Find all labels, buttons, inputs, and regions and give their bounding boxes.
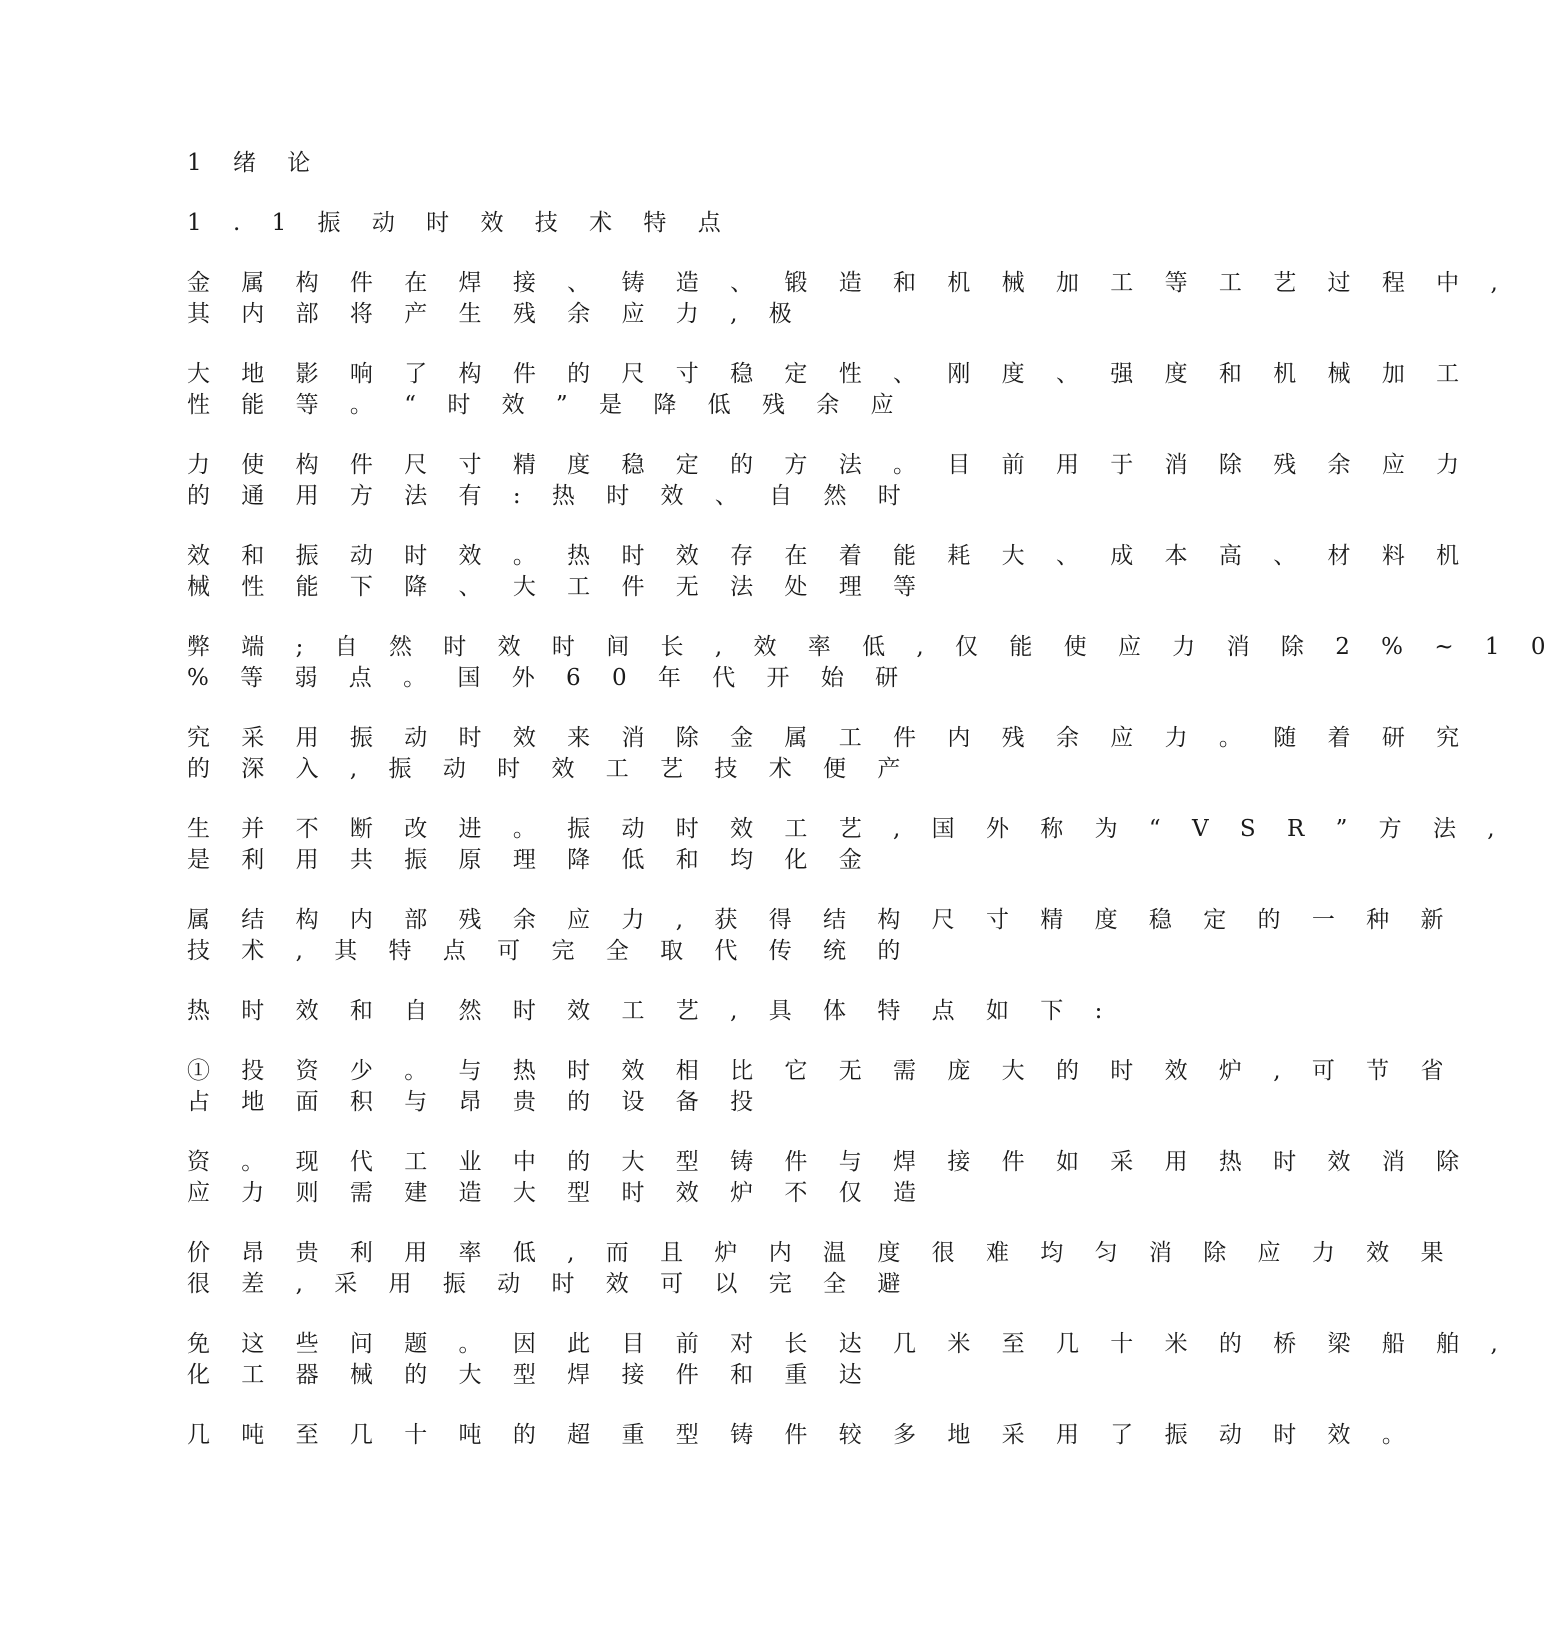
- section-heading-text: 1 . 1 振 动 时 效 技 术 特 点: [187, 210, 733, 236]
- paragraph-line: 生 并 不 断 改 进 。 振 动 时 效 工 艺 , 国 外 称 为 “ V S R ” 方 法 ,: [187, 816, 1507, 842]
- paragraph: [187, 632, 1557, 694]
- paragraph-line: 金 属 构 件 在 焊 接 、 铸 造 、 锻 造 和 机 械 加 工 等 工 艺 过 程 中 ,: [187, 270, 1510, 296]
- section-heading: [187, 208, 1087, 239]
- paragraph-line: 应 力 则 需 建 造 大 型 时 效 炉 不 仅 造: [187, 1180, 929, 1206]
- paragraph-line: 其 内 部 将 产 生 残 余 应 力 , 极: [187, 301, 804, 327]
- paragraph-line: ① 投 资 少 。 与 热 时 效 相 比 它 无 需 庞 大 的 时 效 炉 , 可 节 省: [187, 1058, 1456, 1084]
- paragraph-line: 弊 端 ; 自 然 时 效 时 间 长 , 效 率 低 , 仅 能 使 应 力 消 除 2 % ~ 1 0: [187, 634, 1557, 660]
- paragraph-line: 很 差 , 采 用 振 动 时 效 可 以 完 全 避: [187, 1271, 913, 1297]
- paragraph: [187, 450, 1472, 512]
- paragraph: [187, 814, 1507, 876]
- paragraph-line: 效 和 振 动 时 效 。 热 时 效 存 在 着 能 耗 大 、 成 本 高 、 材 料 机: [187, 543, 1472, 569]
- paragraph: [187, 1238, 1456, 1300]
- paragraph-line: 大 地 影 响 了 构 件 的 尺 寸 稳 定 性 、 刚 度 、 强 度 和 机 械 加 工: [187, 361, 1472, 387]
- paragraph-line: 免 这 些 问 题 。 因 此 目 前 对 长 达 几 米 至 几 十 米 的 桥 梁 船 舶 ,: [187, 1331, 1510, 1357]
- paragraph: [187, 359, 1472, 421]
- paragraph: [187, 996, 1115, 1027]
- paragraph-line: % 等 弱 点 。 国 外 6 0 年 代 开 始 研: [187, 665, 911, 691]
- paragraph-line: 占 地 面 积 与 昂 贵 的 设 备 投: [187, 1089, 766, 1115]
- paragraph: [187, 1420, 1417, 1451]
- document-page: [187, 148, 1557, 1480]
- paragraph: [187, 541, 1472, 603]
- paragraph-line: 几 吨 至 几 十 吨 的 超 重 型 铸 件 较 多 地 采 用 了 振 动 时 效 。: [187, 1422, 1417, 1448]
- chapter-heading: [187, 148, 1087, 179]
- paragraph-line: 的 通 用 方 法 有 : 热 时 效 、 自 然 时: [187, 483, 913, 509]
- paragraph-line: 械 性 能 下 降 、 大 工 件 无 法 处 理 等: [187, 574, 929, 600]
- paragraph: [187, 1056, 1456, 1118]
- paragraph-line: 的 深 入 , 振 动 时 效 工 艺 技 术 便 产: [187, 756, 913, 782]
- chapter-heading-text: 1 绪 论: [187, 150, 323, 176]
- paragraph-line: 价 昂 贵 利 用 率 低 , 而 且 炉 内 温 度 很 难 均 匀 消 除 应 力 效 果: [187, 1240, 1456, 1266]
- paragraph: [187, 723, 1472, 785]
- paragraph-line: 化 工 器 械 的 大 型 焊 接 件 和 重 达: [187, 1362, 874, 1388]
- paragraph: [187, 905, 1456, 967]
- paragraph-line: 资 。 现 代 工 业 中 的 大 型 铸 件 与 焊 接 件 如 采 用 热 时 效 消 除: [187, 1149, 1472, 1175]
- paragraph-line: 技 术 , 其 特 点 可 完 全 取 代 传 统 的: [187, 938, 913, 964]
- paragraph-line: 性 能 等 。 “ 时 效 ” 是 降 低 残 余 应: [187, 392, 906, 418]
- paragraph-line: 究 采 用 振 动 时 效 来 消 除 金 属 工 件 内 残 余 应 力 。 随 着 研 究: [187, 725, 1472, 751]
- paragraph-line: 力 使 构 件 尺 寸 精 度 稳 定 的 方 法 。 目 前 用 于 消 除 残 余 应 力: [187, 452, 1472, 478]
- body-text: [187, 268, 1557, 1451]
- paragraph-line: 是 利 用 共 振 原 理 降 低 和 均 化 金: [187, 847, 874, 873]
- paragraph-line: 热 时 效 和 自 然 时 效 工 艺 , 具 体 特 点 如 下 :: [187, 998, 1115, 1024]
- paragraph-line: 属 结 构 内 部 残 余 应 力 , 获 得 结 构 尺 寸 精 度 稳 定 的 一 种 新: [187, 907, 1456, 933]
- paragraph: [187, 268, 1510, 330]
- paragraph: [187, 1329, 1510, 1391]
- paragraph: [187, 1147, 1472, 1209]
